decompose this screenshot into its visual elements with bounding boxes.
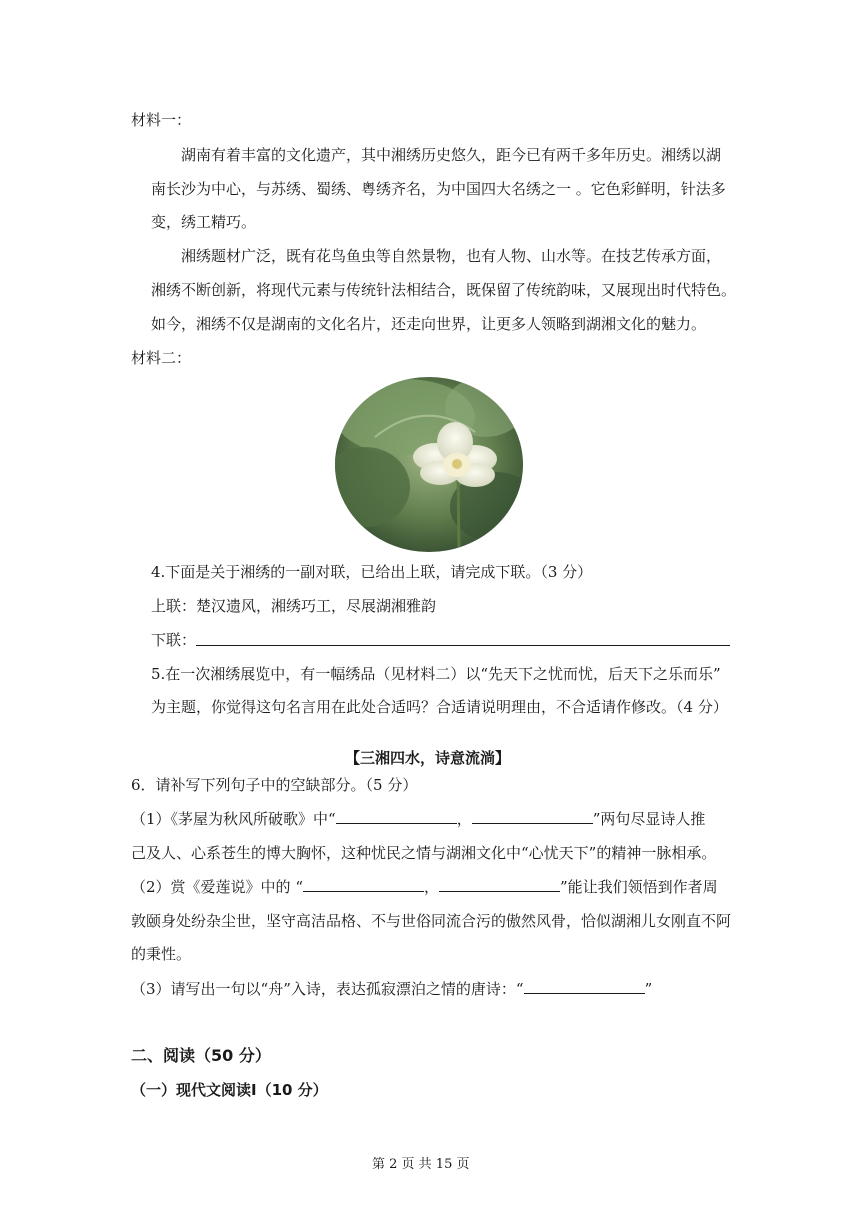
part-2-heading: 二、阅读（50 分） xyxy=(131,1046,271,1065)
question-6-item-2 xyxy=(131,877,718,897)
question-6-item-2-line2: 敦颐身处纷杂尘世，坚守高洁品格、不与世俗同流合污的傲然风骨，恰似湖湘儿女刚直不阿 xyxy=(131,912,732,930)
item-2-prefix: （2）赏《爱莲说》中的 “ xyxy=(131,878,303,896)
question-5-line: 为主题，你觉得这句名言用在此处合适吗？合适请说明理由，不合适请作修改。（4 分） xyxy=(151,698,728,716)
blank-2[interactable] xyxy=(472,809,593,824)
question-4-stem: 4.下面是关于湘绣的一副对联，已给出上联，请完成下联。（3 分） xyxy=(151,563,593,581)
lotus-embroidery-image xyxy=(335,377,523,552)
page-footer: 第 2 页 共 15 页 xyxy=(372,1157,470,1172)
material2-label: 材料二： xyxy=(131,349,192,367)
paragraph-line: 湘绣题材广泛，既有花鸟鱼虫等自然景物，也有人物、山水等。在技艺传承方面， xyxy=(181,247,722,265)
blank-1[interactable] xyxy=(336,809,457,824)
paragraph-line: 变，绣工精巧。 xyxy=(151,213,257,231)
paragraph-line: 湘绣不断创新，将现代元素与传统针法相结合，既保留了传统韵味，又展现出时代特色。 xyxy=(151,281,737,299)
paragraph-line: 如今，湘绣不仅是湖南的文化名片，还走向世界，让更多人领略到湖湘文化的魅力。 xyxy=(151,315,707,333)
paragraph-line: 湖南有着丰富的文化遗产，其中湘绣历史悠久，距今已有两千多年历史。湘绣以湖 xyxy=(181,146,722,164)
item-1-prefix: （1）《茅屋为秋风所破歌》中“ xyxy=(131,810,336,828)
question-6-item-2-line3: 的秉性。 xyxy=(131,945,192,963)
item-3-suffix: ” xyxy=(644,980,653,998)
blank-5[interactable] xyxy=(524,979,645,994)
question-6-item-3 xyxy=(131,979,652,999)
question-4-answer-line[interactable] xyxy=(196,645,730,646)
question-6-stem: 6．请补写下列句子中的空缺部分。（5 分） xyxy=(131,776,418,794)
paragraph-line: 南长沙为中心，与苏绣、蜀绣、粤绣齐名，为中国四大名绣之一 。它色彩鲜明，针法多 xyxy=(151,180,726,198)
blank-3[interactable] xyxy=(303,877,424,892)
question-4-lower-label: 下联： xyxy=(151,631,197,649)
item-3-prefix: （3）请写出一句以“舟”入诗，表达孤寂漂泊之情的唐诗：“ xyxy=(131,980,524,998)
question-5-line: 5.在一次湘绣展览中，有一幅绣品（见材料二）以“先天下之忧而忧，后天下之乐而乐” xyxy=(151,665,721,683)
item-1-suffix: ”两句尽显诗人推 xyxy=(592,810,706,828)
blank-4[interactable] xyxy=(439,877,560,892)
part-2-subheading: （一）现代文阅读Ⅰ（10 分） xyxy=(131,1081,328,1099)
section-heading: 【三湘四水，诗意流淌】 xyxy=(345,749,511,767)
question-6-item-1 xyxy=(131,809,705,829)
item-2-sep: ， xyxy=(423,878,439,896)
item-1-sep: ， xyxy=(456,810,472,828)
question-4-upper-couplet: 上联：楚汉遗风，湘绣巧工，尽展湖湘雅韵 xyxy=(151,597,437,615)
question-6-item-1-line2: 己及人、心系苍生的博大胸怀，这种忧民之情与湖湘文化中“心忧天下”的精神一脉相承。 xyxy=(131,844,717,862)
material1-label: 材料一： xyxy=(131,111,192,129)
item-2-suffix: ”能让我们领悟到作者周 xyxy=(560,878,718,896)
